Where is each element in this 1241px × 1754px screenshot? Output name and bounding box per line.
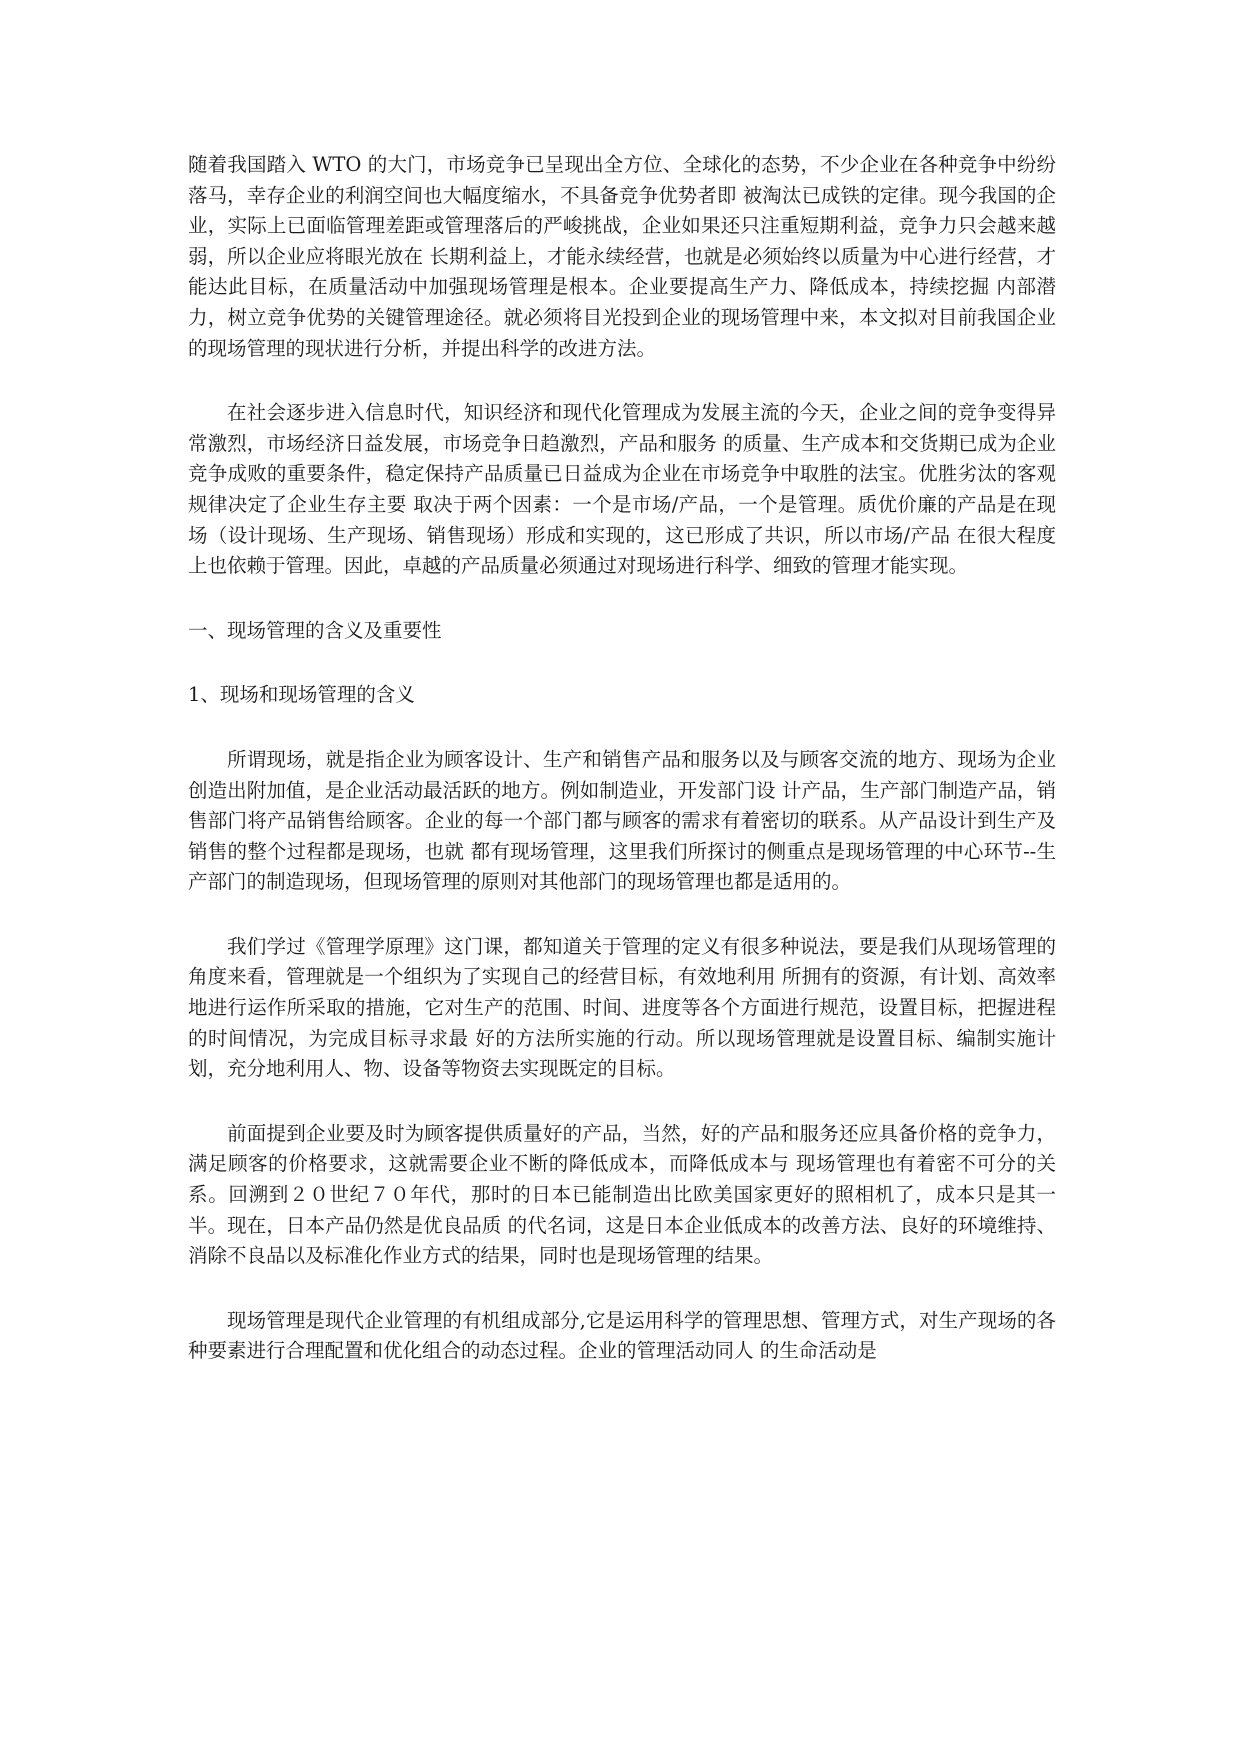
site-definition-paragraph: 所谓现场，就是指企业为顾客设计、生产和销售产品和服务以及与顾客交流的地方、现场为企业创造出附加值，是企业活动最活跃的地方。例如制造业，开发部门设 计产品，生产部门制造产品，销售部门将产品销售给顾客。企业的每一个部门都与顾客的需求有着密切的联系。从产品设计到生产及销售的整个过程都是现场，也就 都有现场管理，这里我们所探讨的侧重点是现场管理的中心环节--生产部门的制造现场，但现场管理的原则对其他部门的现场管理也都是适用的。 [188, 747, 1056, 894]
subsection-heading: 1、现场和现场管理的含义 [188, 683, 415, 707]
intro-paragraph: 随着我国踏入 WTO 的大门，市场竞争已呈现出全方位、全球化的态势，不少企业在各种竞争中纷纷落马，幸存企业的利润空间也大幅度缩水，不具备竞争优势者即 被淘汰已成铁的定律。现今我国的企业，实际上已面临管理差距或管理落后的严峻挑战，企业如果还只注重短期利益，竞争力只会越来越弱，所以企业应将眼光放在 长期利益上，才能永续经营，也就是必须始终以质量为中心进行经营，才能达此目标，在质量活动中加强现场管理是根本。企业要提高生产力、降低成本，持续挖掘 内部潜力，树立竞争优势的关键管理途径。就必须将目光投到企业的现场管理中来，本文拟对目前我国企业的现场管理的现状进行分析，并提出科学的改进方法。 [188, 153, 1056, 360]
document-page [188, 150, 1056, 1367]
closing-paragraph: 现场管理是现代企业管理的有机组成部分,它是运用科学的管理思想、管理方式，对生产现场的各种要素进行合理配置和优化组合的动态过程。企业的管理活动同人 的生命活动是 [188, 1308, 1056, 1363]
cost-paragraph: 前面提到企业要及时为顾客提供质量好的产品，当然，好的产品和服务还应具备价格的竞争力，满足顾客的价格要求，这就需要企业不断的降低成本，而降低成本与 现场管理也有着密不可分的关系。回溯到２０世纪７０年代，那时的日本已能制造出比欧美国家更好的照相机了，成本只是其一半。现在，日本产品仍然是优良品质 的代名词，这是日本企业低成本的改善方法、良好的环境维持、消除不良品以及标准化作业方式的结果，同时也是现场管理的结果。 [188, 1121, 1056, 1268]
section-heading: 一、现场管理的含义及重要性 [188, 618, 442, 642]
management-definition-paragraph: 我们学过《管理学原理》这门课，都知道关于管理的定义有很多种说法，要是我们从现场管理的角度来看，管理就是一个组织为了实现自己的经营目标，有效地利用 所拥有的资源，有计划、高效率地进行运作所采取的措施，它对生产的范围、时间、进度等各个方面进行规范，设置目标，把握进程的时间情况，为完成目标寻求最 好的方法所实施的行动。所以现场管理就是设置目标、编制实施计划，充分地利用人、物、设备等物资去实现既定的目标。 [188, 934, 1056, 1081]
background-paragraph: 在社会逐步进入信息时代，知识经济和现代化管理成为发展主流的今天，企业之间的竞争变得异常激烈，市场经济日益发展，市场竞争日趋激烈，产品和服务 的质量、生产成本和交货期已成为企业竞争成败的重要条件，稳定保持产品质量已日益成为企业在市场竞争中取胜的法宝。优胜劣汰的客观规律决定了企业生存主要 取决于两个因素：一个是市场/产品，一个是管理。质优价廉的产品是在现场（设计现场、生产现场、销售现场）形成和实现的，这已形成了共识，所以市场/产品 在很大程度上也依赖于管理。因此，卓越的产品质量必须通过对现场进行科学、细致的管理才能实现。 [188, 401, 1056, 578]
